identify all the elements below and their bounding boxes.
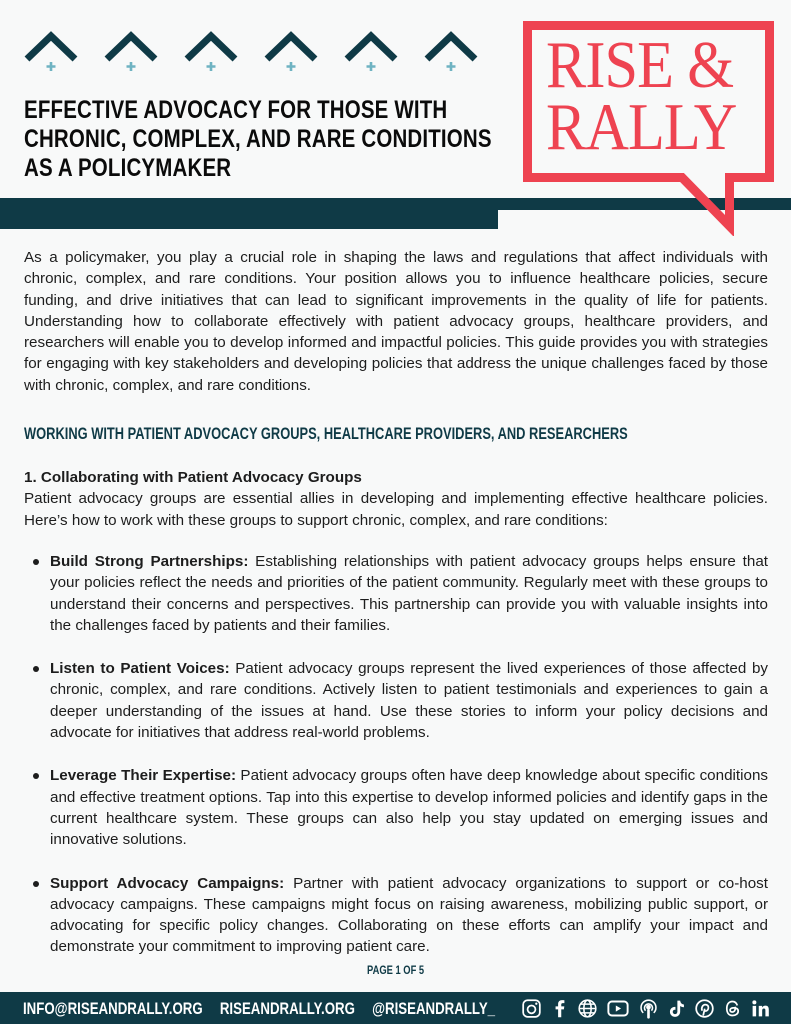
- page-number: [0, 961, 791, 979]
- chevron-plus-icon: [343, 30, 399, 74]
- globe-icon[interactable]: [577, 997, 598, 1019]
- header-divider-bar: [0, 198, 498, 229]
- page-title: [24, 96, 492, 183]
- bullet-text: Patient advocacy groups represent the lived experiences of those affected by chronic, complex, and rare conditions. Actively listen to patient testimonials and experiences to gain a deeper understanding of the issues at hand. Use these stories to inform your policy decisions and advocate for initiatives that address real-world problems.: [50, 660, 768, 742]
- footer-bar: [0, 992, 791, 1024]
- podcast-icon[interactable]: [638, 997, 659, 1019]
- footer-website-link[interactable]: RISEANDRALLY.ORG: [219, 999, 355, 1018]
- title-line: CHRONIC, COMPLEX, AND RARE CONDITIONS: [24, 125, 492, 153]
- bullet-text: Patient advocacy groups often have deep knowledge about specific conditions and effective treatment options. Tap into this expertise to develop informed policies and identify gaps in the current healthcare system. These groups can also help you stay updated on emerging issues and innovative solutions.: [50, 767, 768, 849]
- chevron-plus-icon: [263, 30, 319, 74]
- subheading: 1. Collaborating with Patient Advocacy Groups: [24, 469, 362, 487]
- page-number-text: PAGE 1 OF 5: [366, 963, 425, 977]
- bullet-text: Partner with patient advocacy organizations to support or co-host advocacy campaigns. These campaigns might focus on raising awareness, mobilizing public support, or advocating for specific policy changes. Collaborating on these efforts can amplify your impact and demonstrate your commitment to improving patient care.: [50, 874, 768, 956]
- lead-paragraph: Patient advocacy groups are essential allies in developing and implementing effective healthcare policies. Here’s how to work with these groups to support chronic, complex, and rare conditions:: [24, 490, 768, 529]
- footer-handle-link[interactable]: @RISEANDRALLY_: [372, 999, 496, 1018]
- list-item: [24, 765, 768, 850]
- logo-line: RALLY: [546, 90, 737, 164]
- chevron-plus-icon: [423, 30, 479, 74]
- linkedin-icon[interactable]: [750, 997, 771, 1019]
- title-line: EFFECTIVE ADVOCACY FOR THOSE WITH: [24, 96, 448, 124]
- list-item: [24, 658, 768, 743]
- logo-text: [546, 28, 744, 164]
- list-item: [24, 873, 768, 958]
- chevron-plus-icon: [23, 30, 79, 74]
- main-content: [24, 247, 768, 958]
- youtube-icon[interactable]: [605, 997, 631, 1019]
- bullet-icon: [33, 881, 39, 887]
- intro-paragraph: As a policymaker, you play a crucial role in shaping the laws and regulations that affect individuals with chronic, complex, and rare conditions. Your position allows you to influence healthcare policies, secure funding, and drive initiatives that can lead to significant improvements in the quality of life for patients. Understanding how to collaborate effectively with patient advocacy groups, healthcare providers, and researchers will enable you to develop informed and impactful policies. This guide provides you with strategies for engaging with key stakeholders and developing policies that address the unique challenges faced by those with chronic, complex, and rare conditions.: [24, 249, 768, 394]
- bullet-icon: [33, 559, 39, 565]
- chevron-plus-icon: [183, 30, 239, 74]
- threads-icon[interactable]: [722, 997, 743, 1019]
- bullet-icon: [33, 773, 39, 779]
- title-line: AS A POLICYMAKER: [24, 154, 232, 182]
- instagram-icon[interactable]: [521, 997, 542, 1019]
- footer-links: [23, 999, 512, 1019]
- list-item: [24, 551, 768, 636]
- tiktok-icon[interactable]: [666, 997, 687, 1019]
- social-icons: [521, 997, 771, 1019]
- bullet-title: Leverage Their Expertise:: [50, 767, 237, 785]
- bullet-list: [24, 551, 768, 958]
- bullet-icon: [33, 666, 39, 672]
- logo-line: RISE &: [546, 28, 734, 102]
- pinterest-icon[interactable]: [694, 997, 715, 1019]
- bullet-text: Establishing relationships with patient advocacy groups helps ensure that your policies reflect the needs and priorities of the patient community. Regularly meet with these groups to understand their concerns and perspectives. This partnership can provide you with valuable insights into the challenges faced by patients and their families.: [50, 552, 769, 634]
- facebook-icon[interactable]: [549, 997, 570, 1019]
- bullet-title: Listen to Patient Voices:: [50, 660, 230, 678]
- footer-email-link[interactable]: INFO@RISEANDRALLY.ORG: [23, 999, 203, 1018]
- bullet-title: Build Strong Partnerships:: [50, 552, 249, 570]
- bullet-title: Support Advocacy Campaigns:: [50, 874, 285, 892]
- section-heading: WORKING WITH PATIENT ADVOCACY GROUPS, HEALTHCARE PROVIDERS, AND RESEARCHERS: [24, 425, 628, 444]
- chevron-plus-icon: [103, 30, 159, 74]
